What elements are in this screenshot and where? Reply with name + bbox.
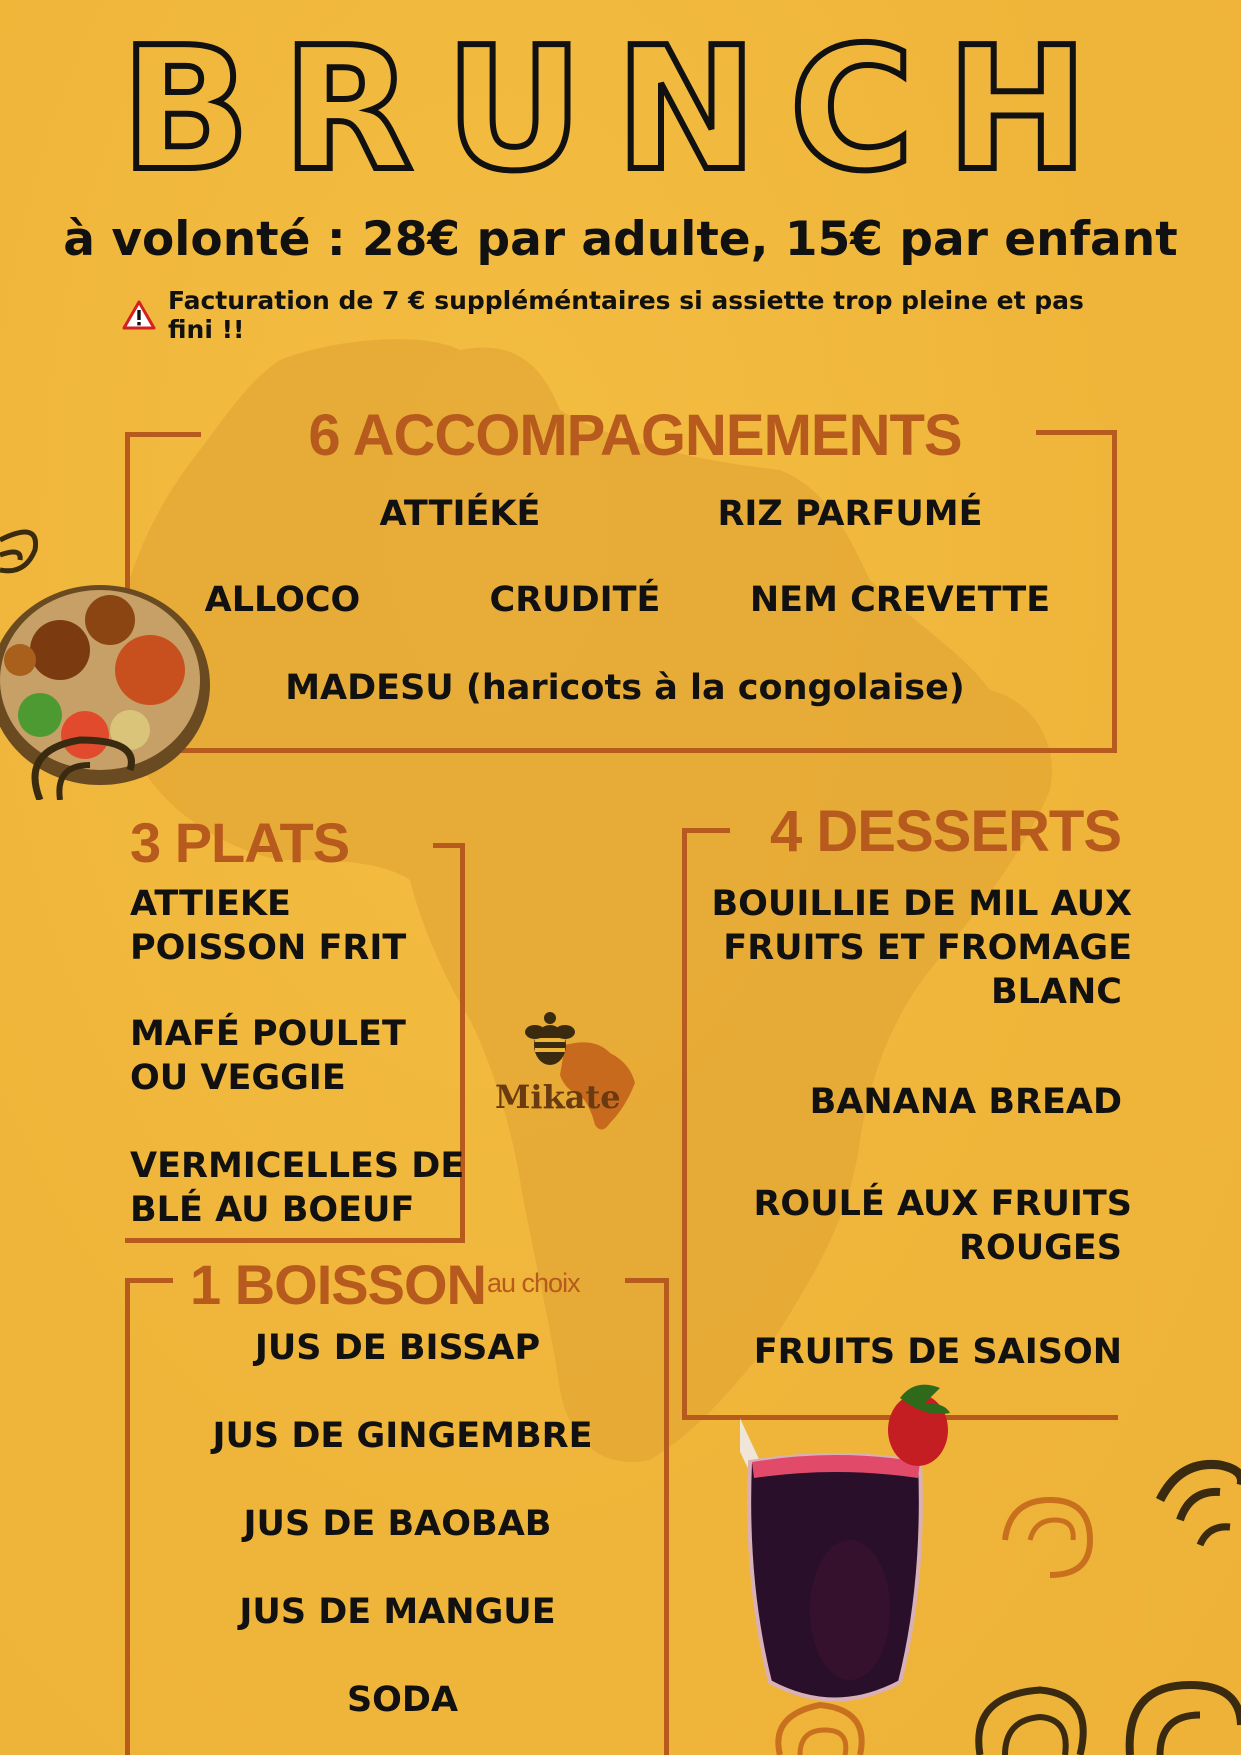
warning-triangle-icon [122, 300, 156, 330]
boisson-item: JUS DE GINGEMBRE [212, 1416, 593, 1456]
warning-text: Facturation de 7 € suppléméntaires si assiette trop pleine et pas fini !! [168, 286, 1084, 344]
boisson-subheading: au choix [487, 1268, 580, 1298]
accompagnement-item: MADESU (haricots à la congolaise) [285, 668, 965, 708]
boisson-item: JUS DE MANGUE [239, 1592, 556, 1632]
accompagnements-heading: 6 ACCOMPAGNEMENTS [308, 403, 962, 468]
accompagnement-item: ATTIÉKÉ [379, 494, 541, 534]
boisson-heading: 1 BOISSON [190, 1253, 486, 1316]
frame-line [682, 828, 730, 833]
dessert-item: ROULÉ AUX FRUITS ROUGES [753, 1184, 1132, 1268]
boisson-item: SODA [346, 1680, 459, 1720]
accompagnement-item: ALLOCO [204, 580, 361, 620]
plat-item: MAFÉ POULET OU VEGGIE [130, 1014, 406, 1098]
frame-line [682, 828, 687, 1420]
frame-line [125, 1278, 173, 1283]
dessert-item: BANANA BREAD [809, 1082, 1122, 1122]
plat-item: VERMICELLES DE BLÉ AU BOEUF [130, 1146, 465, 1230]
plat-item: ATTIEKE POISSON FRIT [130, 884, 407, 968]
dessert-item: BOUILLIE DE MIL AUX FRUITS ET FROMAGE BLANC [711, 884, 1132, 1012]
frame-line [170, 748, 1117, 753]
accompagnement-item: RIZ PARFUMÉ [717, 494, 983, 534]
frame-line [125, 1278, 130, 1755]
frame-line [625, 1278, 667, 1283]
boisson-item: JUS DE BAOBAB [243, 1504, 552, 1544]
frame-line [125, 432, 201, 437]
food-plate-image [0, 500, 230, 800]
mikate-logo [495, 1010, 655, 1150]
logo-text: Mikate [495, 1078, 621, 1116]
warning-note [122, 286, 1132, 344]
boisson-item: JUS DE BISSAP [254, 1328, 541, 1368]
desserts-heading: 4 DESSERTS [770, 799, 1121, 864]
frame-line [125, 1238, 465, 1243]
drink-glass-image [740, 1370, 1241, 1755]
price-line: à volonté : 28€ par adulte, 15€ par enfant [63, 212, 1178, 267]
frame-line [1112, 430, 1117, 753]
plats-heading: 3 PLATS [130, 811, 350, 874]
accompagnement-item: NEM CREVETTE [749, 580, 1051, 620]
dessert-item: FRUITS DE SAISON [753, 1332, 1122, 1372]
page-title: BRUNCH [120, 11, 1121, 209]
accompagnement-item: CRUDITÉ [489, 580, 661, 620]
